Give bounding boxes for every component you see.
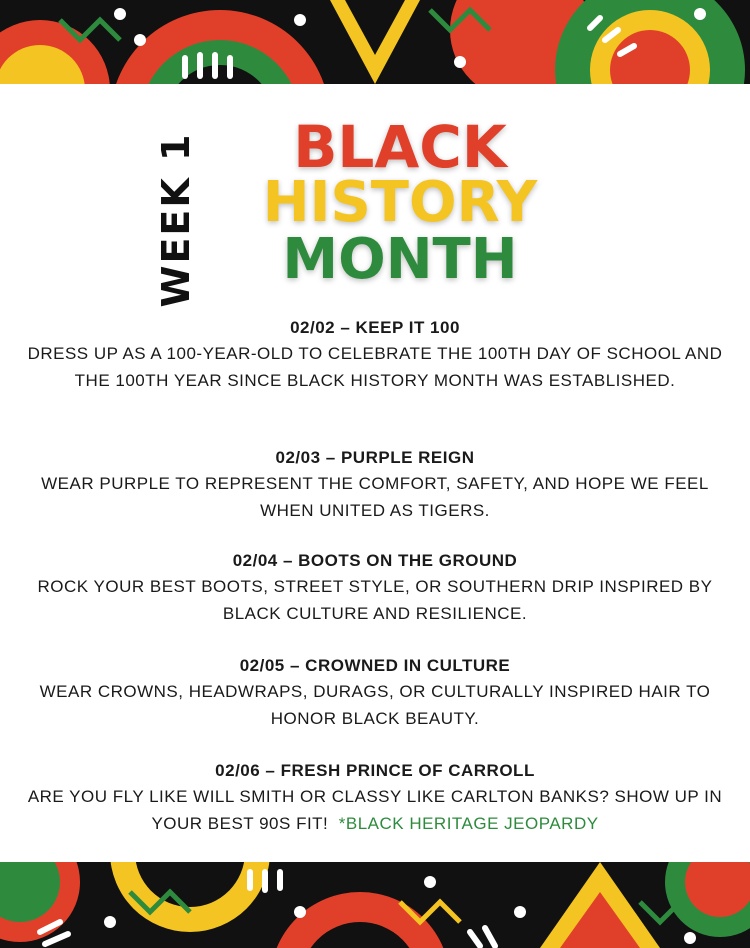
event-heading: 02/05 – CROWNED IN CULTURE <box>239 656 511 675</box>
bottom-pattern-band <box>0 862 750 948</box>
event-item <box>20 549 730 627</box>
event-description: ROCK YOUR BEST BOOTS, STREET STYLE, OR SOUTHERN DRIP INSPIRED BY BLACK CULTURE AND RESILIENCE. <box>37 577 713 623</box>
title-line-history: HISTORY <box>262 170 538 235</box>
event-heading: 02/04 – BOOTS ON THE GROUND <box>232 551 518 570</box>
event-item <box>20 654 730 732</box>
african-pattern-graphic <box>0 862 750 948</box>
event-item <box>20 759 730 837</box>
event-heading: 02/03 – PURPLE REIGN <box>275 448 475 467</box>
event-description: DRESS UP AS A 100-YEAR-OLD TO CELEBRATE THE 100TH DAY OF SCHOOL AND THE 100TH YEAR SINCE BLACK HISTORY MONTH WAS ESTABLISHED. <box>27 344 723 390</box>
event-description-container <box>20 783 730 837</box>
event-item <box>20 316 730 394</box>
week-label-container <box>136 132 216 308</box>
african-pattern-graphic <box>0 0 750 84</box>
week-label: WEEK 1 <box>154 132 198 308</box>
event-note: *BLACK HERITAGE JEOPARDY <box>338 814 599 833</box>
event-heading: 02/02 – KEEP IT 100 <box>290 318 460 337</box>
event-heading: 02/06 – FRESH PRINCE OF CARROLL <box>215 761 535 780</box>
title-line-month: MONTH <box>282 227 518 292</box>
event-description: ARE YOU FLY LIKE WILL SMITH OR CLASSY LIKE CARLTON BANKS? SHOW UP IN YOUR BEST 90S FIT! <box>27 787 723 833</box>
title-line-black: BLACK <box>293 113 507 181</box>
event-item <box>20 446 730 524</box>
event-description: WEAR PURPLE TO REPRESENT THE COMFORT, SAFETY, AND HOPE WE FEEL WHEN UNITED AS TIGERS. <box>41 474 709 520</box>
event-description: WEAR CROWNS, HEADWRAPS, DURAGS, OR CULTURALLY INSPIRED HAIR TO HONOR BLACK BEAUTY. <box>39 682 711 728</box>
top-pattern-band <box>0 0 750 84</box>
